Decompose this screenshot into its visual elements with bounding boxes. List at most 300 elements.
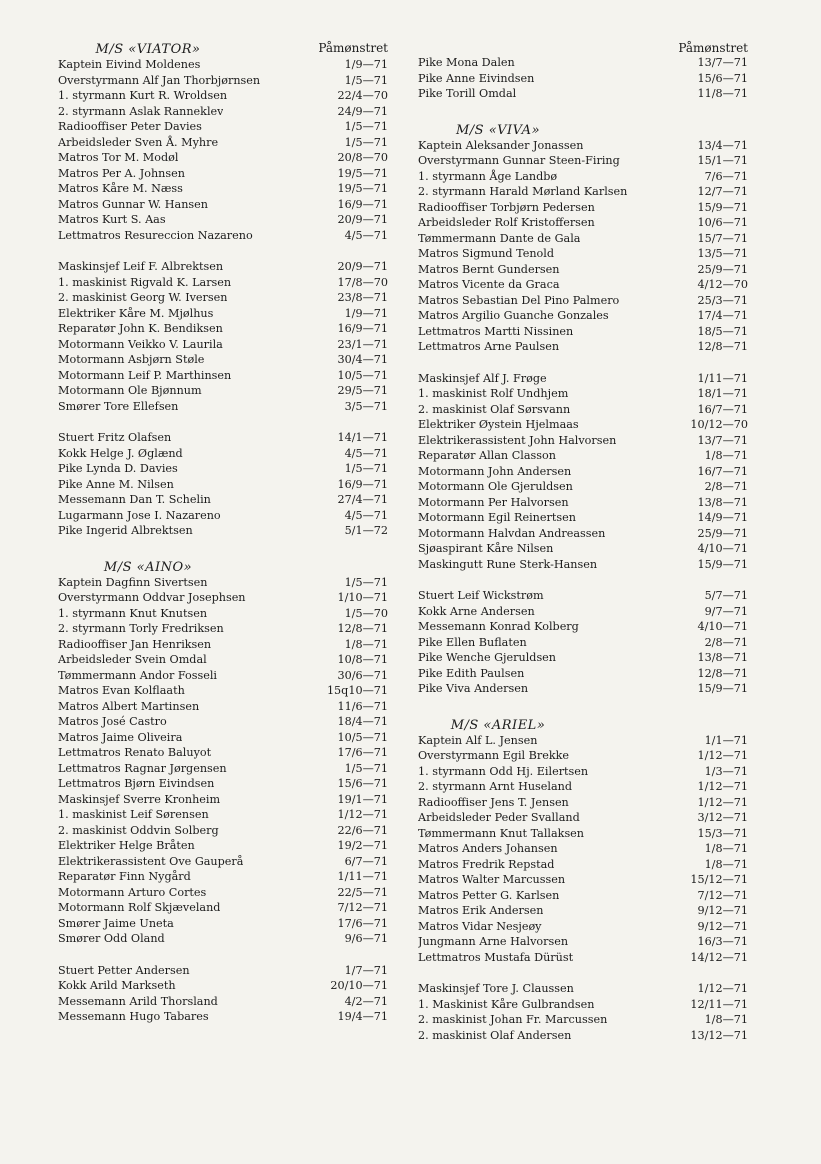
crew-name: 2. maskinist Oddvin Solberg [58,823,219,837]
crew-signon-date: 17/6—71 [337,916,388,930]
crew-row [58,523,388,539]
crew-row [58,1009,388,1025]
crew-signon-date: 11/8—71 [697,87,748,100]
crew-row [418,479,748,495]
crew-signon-date: 20/9—71 [337,213,388,226]
crew-signon-date: 14/12—71 [690,950,748,964]
crew-row [58,714,388,730]
group-spacer [418,355,748,371]
ship-title: M/S «VIATOR» [95,42,201,57]
crew-name: Kokk Arne Andersen [418,604,535,618]
crew-row [418,184,748,200]
crew-signon-date: 5/1—72 [344,524,388,537]
crew-signon-date: 1/8—71 [344,637,388,651]
crew-name: Elektriker Kåre M. Mjølhus [58,306,214,320]
crew-row [58,994,388,1010]
crew-row [58,699,388,715]
crew-name: 2. styrmann Harald Mørland Karlsen [418,185,628,198]
crew-name: Motormann Veikko V. Laurila [58,337,223,351]
crew-row [58,119,388,135]
crew-row [58,181,388,197]
group-spacer [58,243,388,259]
crew-name: Messemann Dan T. Schelin [58,493,211,506]
crew-signon-date: 15/7—71 [697,231,748,245]
crew-name: Smører Tore Ellefsen [58,399,179,413]
crew-row [58,745,388,761]
crew-signon-date: 1/10—71 [337,591,388,604]
crew-name: Motormann Halvdan Andreassen [418,526,606,540]
crew-signon-date: 9/12—71 [697,919,748,933]
crew-name: Motormann Per Halvorsen [418,495,569,509]
crew-signon-date: 25/9—71 [697,262,748,276]
right-sections [418,55,748,1043]
crew-row [58,399,388,415]
crew-name: Matros Walter Marcussen [418,873,566,886]
crew-signon-date: 23/8—71 [337,291,388,304]
crew-name: Maskinsjef Leif F. Albrektsen [58,260,224,273]
crew-name: Lettmatros Renato Baluyot [58,746,212,759]
crew-name: 1. maskinist Leif Sørensen [58,808,209,821]
crew-row [58,807,388,823]
crew-name: Elektrikerassistent Ove Gauperå [58,854,244,868]
crew-name: 1. styrmann Knut Knutsen [58,606,208,620]
crew-signon-date: 15/6—71 [697,71,748,85]
crew-row [418,231,748,247]
crew-signon-date: 1/8—71 [704,842,748,855]
crew-signon-date: 1/5—71 [344,575,388,589]
crew-signon-date: 1/5—71 [344,120,388,133]
crew-signon-date: 12/8—71 [697,666,748,680]
crew-row [58,306,388,322]
crew-signon-date: 16/9—71 [337,477,388,491]
crew-signon-date: 22/6—71 [337,823,388,837]
crew-row [418,464,748,480]
crew-signon-date: 19/5—71 [337,182,388,195]
ship-title: M/S «VIVA» [455,122,541,138]
ship-section [58,539,388,1025]
crew-signon-date: 27/4—71 [337,493,388,506]
group-spacer [418,965,748,981]
group-spacer [58,947,388,963]
crew-name: Kaptein Aleksander Jonassen [418,138,584,152]
crew-name: Overstyrmann Egil Brekke [418,749,570,762]
crew-row [418,635,748,651]
crew-signon-date: 1/5—71 [344,761,388,775]
crew-row [58,321,388,337]
crew-name: Motormann Arturo Cortes [58,885,207,899]
crew-signon-date: 10/8—71 [337,653,388,666]
crew-signon-date: 12/8—71 [697,340,748,353]
crew-row [58,606,388,622]
crew-row [58,197,388,213]
crew-row [58,761,388,777]
crew-row [58,352,388,368]
left-sections [58,42,388,1025]
crew-signon-date: 4/12—70 [697,278,748,291]
crew-signon-date: 9/6—71 [344,932,388,945]
crew-row [418,526,748,542]
crew-signon-date: 4/2—71 [344,994,388,1008]
crew-row [418,588,748,604]
crew-row [58,637,388,653]
crew-name: Arbeidsleder Svein Omdal [58,653,207,666]
crew-signon-date: 1/7—71 [344,963,388,977]
crew-row [58,792,388,808]
crew-name: 1. maskinist Rigvald K. Larsen [58,275,232,289]
crew-signon-date: 22/5—71 [337,885,388,899]
crew-signon-date: 16/7—71 [697,402,748,416]
crew-signon-date: 1/8—71 [704,857,748,871]
crew-signon-date: 20/10—71 [330,979,388,992]
crew-name: Arbeidsleder Peder Svalland [418,811,580,824]
crew-row [418,981,748,997]
crew-name: Radiooffiser Peter Davies [58,120,202,133]
crew-row [418,495,748,511]
ship-section [58,42,388,539]
crew-name: 1. Maskinist Kåre Gulbrandsen [418,997,595,1011]
crew-row [418,903,748,919]
section-spacer [58,539,388,560]
crew-name: Reparatør Allan Classon [418,449,556,462]
crew-name: 1. maskinist Rolf Undhjem [418,387,569,400]
crew-signon-date: 1/9—71 [344,306,388,320]
crew-name: Elektrikerassistent John Halvorsen [418,433,617,447]
crew-signon-date: 30/6—71 [337,668,388,682]
section-spacer [418,102,748,123]
crew-row [58,259,388,275]
crew-signon-date: 13/4—71 [697,138,748,152]
crew-signon-date: 19/2—71 [337,839,388,852]
crew-row [418,950,748,966]
crew-name: Matros Tor M. Modøl [58,151,179,164]
crew-row [418,1012,748,1028]
crew-name: Kokk Helge J. Øglænd [58,446,183,460]
crew-row [418,779,748,795]
crew-signon-date: 4/5—71 [344,446,388,460]
crew-name: Maskingutt Rune Sterk-Hansen [418,557,598,571]
crew-name: Kaptein Alf L. Jensen [418,733,538,747]
crew-name: Arbeidsleder Sven Å. Myhre [58,135,219,149]
crew-signon-date: 25/9—71 [697,526,748,540]
crew-row [418,857,748,873]
crew-name: Tømmermann Knut Tallaksen [418,826,585,840]
crew-signon-date: 5/7—71 [704,589,748,602]
crew-name: Matros Anders Johansen [418,842,558,855]
crew-row [418,826,748,842]
crew-name: Messemann Hugo Tabares [58,1010,209,1023]
crew-row [418,448,748,464]
crew-row [58,621,388,637]
crew-row [58,57,388,73]
crew-row [58,150,388,166]
crew-row [418,55,748,71]
crew-name: 2. maskinist Johan Fr. Marcussen [418,1013,608,1026]
column-header-paamonstret: Påmønstret [318,41,388,55]
crew-name: Kaptein Dagfinn Sivertsen [58,575,208,589]
crew-row [418,541,748,557]
crew-name: Stuert Leif Wickstrøm [418,589,544,602]
crew-signon-date: 12/7—71 [697,185,748,198]
crew-signon-date: 1/8—71 [704,1013,748,1026]
crew-name: Pike Mona Dalen [418,56,515,69]
crew-row [58,854,388,870]
crew-name: Messemann Konrad Kolberg [418,620,579,633]
crew-name: Jungmann Arne Halvorsen [418,935,569,948]
crew-row [418,86,748,102]
crew-name: Lettmatros Bjørn Eivindsen [58,777,215,790]
crew-row [418,138,748,154]
crew-signon-date: 9/7—71 [704,604,748,618]
crew-name: Arbeidsleder Rolf Kristoffersen [418,216,595,229]
crew-name: Pike Ingerid Albrektsen [58,524,193,537]
crew-row [58,166,388,182]
ship-section [418,102,748,697]
crew-signon-date: 18/4—71 [337,715,388,728]
crew-signon-date: 4/5—71 [344,228,388,242]
crew-row [418,246,748,262]
crew-signon-date: 1/12—71 [697,780,748,793]
crew-name: Stuert Fritz Olafsen [58,431,172,444]
crew-signon-date: 15/9—71 [697,682,748,695]
crew-name: Matros Petter G. Karlsen [418,888,560,902]
crew-signon-date: 4/10—71 [697,620,748,633]
crew-signon-date: 10/6—71 [697,216,748,229]
crew-signon-date: 1/12—71 [697,982,748,995]
crew-name: Overstyrmann Gunnar Steen-Firing [418,154,620,167]
crew-signon-date: 11/6—71 [337,699,388,713]
crew-row [418,841,748,857]
crew-row [418,872,748,888]
crew-row [58,135,388,151]
crew-name: 2. styrmann Torly Fredriksen [58,622,224,635]
crew-name: 1. styrmann Odd Hj. Eilertsen [418,764,589,778]
crew-name: Motormann Egil Reinertsen [418,511,576,524]
crew-signon-date: 17/6—71 [337,746,388,759]
crew-row [58,368,388,384]
crew-signon-date: 13/7—71 [697,56,748,69]
crew-signon-date: 1/5—71 [344,73,388,87]
crew-signon-date: 15/3—71 [697,826,748,840]
crew-name: Motormann Ole Bjønnum [58,384,202,397]
crew-name: Matros Vidar Nesjeøy [418,919,542,933]
crew-signon-date: 15/1—71 [697,154,748,167]
crew-signon-date: 13/8—71 [697,651,748,664]
crew-name: Matros José Castro [58,715,167,728]
crew-signon-date: 20/9—71 [337,260,388,273]
crew-signon-date: 19/4—71 [337,1010,388,1023]
crew-name: Reparatør Finn Nygård [58,870,191,883]
crew-name: Stuert Petter Andersen [58,963,190,977]
crew-row [58,900,388,916]
crew-row [58,228,388,244]
crew-signon-date: 13/12—71 [690,1028,748,1042]
crew-signon-date: 25/3—71 [697,293,748,307]
crew-row [418,169,748,185]
crew-name: Maskinsjef Sverre Kronheim [58,792,221,806]
crew-row [58,275,388,291]
crew-signon-date: 2/8—71 [704,480,748,493]
crew-row [418,200,748,216]
crew-name: Lettmatros Ragnar Jørgensen [58,761,227,775]
crew-signon-date: 14/9—71 [697,511,748,524]
crew-name: Motormann Leif P. Marthinsen [58,368,232,382]
crew-signon-date: 1/8—71 [704,449,748,462]
crew-name: Matros Fredrik Repstad [418,857,555,871]
crew-signon-date: 15/6—71 [337,777,388,790]
crew-signon-date: 15/12—71 [690,873,748,886]
crew-signon-date: 1/11—71 [337,870,388,883]
crew-row [418,557,748,573]
ship-title: M/S «ARIEL» [450,717,546,733]
crew-name: Radiooffiser Jan Henriksen [58,637,212,651]
crew-row [418,681,748,697]
crew-signon-date: 10/5—71 [337,730,388,744]
crew-signon-date: 13/7—71 [697,433,748,447]
crew-signon-date: 1/12—71 [337,808,388,821]
crew-signon-date: 13/8—71 [697,495,748,509]
crew-signon-date: 7/12—71 [337,901,388,914]
crew-signon-date: 4/5—71 [344,508,388,522]
crew-signon-date: 2/8—71 [704,635,748,649]
crew-name: 1. styrmann Kurt R. Wroldsen [58,89,228,102]
crew-name: Tømmermann Andor Fosseli [58,668,217,682]
crew-signon-date: 12/11—71 [690,997,748,1011]
crew-name: 2. maskinist Olaf Sørsvann [418,402,571,416]
left-column [58,42,388,1025]
crew-name: Elektriker Øystein Hjelmaas [418,418,579,431]
crew-name: Matros Erik Andersen [418,904,544,917]
crew-row [418,433,748,449]
crew-row [58,931,388,947]
crew-row [58,290,388,306]
crew-signon-date: 17/8—70 [337,275,388,289]
crew-signon-date: 3/12—71 [697,811,748,824]
crew-row [58,430,388,446]
crew-row [418,262,748,278]
crew-row [418,510,748,526]
right-column [418,42,748,1043]
column-header-paamonstret: Påmønstret [678,41,748,55]
crew-name: Matros Jaime Oliveira [58,730,183,744]
crew-signon-date: 3/5—71 [344,399,388,413]
crew-signon-date: 1/12—71 [697,795,748,809]
crew-signon-date: 16/9—71 [337,197,388,211]
crew-row [58,212,388,228]
crew-name: Matros Kåre M. Næss [58,182,183,195]
crew-name: Pike Lynda D. Davies [58,462,178,475]
crew-row [58,337,388,353]
crew-name: Matros Sebastian Del Pino Palmero [418,293,620,307]
crew-name: Radiooffiser Jens T. Jensen [418,795,569,809]
ship-section [418,55,748,102]
crew-row [58,683,388,699]
crew-name: Matros Argilio Guanche Gonzales [418,309,609,322]
crew-signon-date: 15q10—71 [326,684,388,697]
crew-signon-date: 16/9—71 [337,322,388,335]
crew-row [58,88,388,104]
crew-signon-date: 1/5—71 [344,462,388,475]
crew-name: Matros Sigmund Tenold [418,247,555,260]
crew-row [58,963,388,979]
crew-name: Radiooffiser Torbjørn Pedersen [418,200,595,214]
crew-name: Matros Albert Martinsen [58,699,200,713]
crew-name: Matros Per A. Johnsen [58,166,185,180]
crew-row [418,795,748,811]
crew-row [418,153,748,169]
crew-row [418,402,748,418]
crew-row [418,215,748,231]
crew-signon-date: 12/8—71 [337,622,388,635]
crew-name: Lettmatros Arne Paulsen [418,340,560,353]
crew-name: Lugarmann Jose I. Nazareno [58,508,221,522]
crew-row [58,383,388,399]
crew-signon-date: 18/5—71 [697,324,748,338]
group-spacer [418,572,748,588]
crew-row [418,371,748,387]
crew-signon-date: 30/4—71 [337,353,388,366]
crew-name: Overstyrmann Oddvar Josephsen [58,591,246,604]
crew-signon-date: 4/10—71 [697,542,748,555]
crew-row [58,823,388,839]
crew-name: Kaptein Eivind Moldenes [58,58,201,71]
crew-signon-date: 1/5—71 [344,135,388,149]
crew-signon-date: 20/8—70 [337,151,388,164]
crew-name: 1. styrmann Åge Landbø [418,169,558,183]
crew-name: Lettmatros Mustafa Dürüst [418,950,574,964]
crew-row [418,764,748,780]
crew-row [58,461,388,477]
crew-name: Pike Ellen Buflaten [418,635,527,649]
crew-signon-date: 1/3—71 [704,764,748,778]
crew-name: Motormann John Andersen [418,464,572,478]
crew-name: Pike Torill Omdal [418,87,517,100]
ship-section [418,697,748,1044]
crew-row [58,885,388,901]
crew-name: Matros Gunnar W. Hansen [58,197,208,211]
crew-name: Kokk Arild Markseth [58,979,176,992]
crew-name: Matros Kurt S. Aas [58,213,166,226]
crew-signon-date: 7/6—71 [704,169,748,183]
crew-row [418,277,748,293]
crew-row [58,446,388,462]
crew-name: 2. styrmann Arnt Huseland [418,780,573,793]
crew-signon-date: 9/12—71 [697,904,748,917]
group-spacer [58,414,388,430]
crew-signon-date: 19/5—71 [337,166,388,180]
crew-name: Pike Anne M. Nilsen [58,477,174,491]
crew-row [58,838,388,854]
crew-row [418,293,748,309]
crew-row [418,619,748,635]
crew-row [418,308,748,324]
crew-signon-date: 14/1—71 [337,431,388,444]
crew-row [58,575,388,591]
crew-signon-date: 1/12—71 [697,749,748,762]
crew-name: Overstyrmann Alf Jan Thorbjørnsen [58,73,261,87]
crew-signon-date: 1/9—71 [344,58,388,71]
crew-name: Maskinsjef Tore J. Claussen [418,982,574,995]
crew-signon-date: 22/4—70 [337,89,388,102]
crew-name: 2. styrmann Aslak Ranneklev [58,104,224,118]
crew-name: Sjøaspirant Kåre Nilsen [418,542,554,555]
crew-row [418,417,748,433]
crew-signon-date: 16/7—71 [697,464,748,478]
crew-name: Pike Wenche Gjeruldsen [418,651,557,664]
crew-name: Smører Jaime Uneta [58,916,174,930]
crew-name: Pike Viva Andersen [418,682,529,695]
crew-name: Smører Odd Oland [58,932,165,945]
crew-name: Elektriker Helge Bråten [58,839,195,852]
